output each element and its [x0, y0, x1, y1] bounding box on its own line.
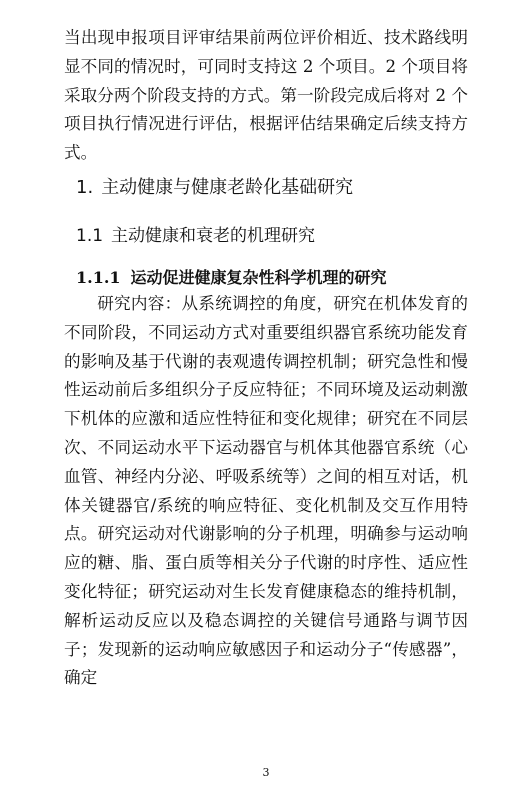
subsection-heading — [76, 223, 315, 249]
section-title: 主动健康与健康老龄化基础研究 — [101, 177, 354, 198]
body-paragraph-intro: 当出现申报项目评审结果前两位评价相近、技术路线明显不同的情况时，可同时支持这 2 个项目。2 个项目将采取分两个阶段支持的方式。第一阶段完成后将对 2 个项目执行情况进行评估，根据评估结果确定后续支持方式。 — [64, 28, 468, 163]
section-number: 1. — [76, 177, 94, 198]
page-number: 3 — [262, 766, 270, 779]
subsection-number: 1.1 — [76, 226, 104, 246]
subsubsection-number: 1.1.1 — [76, 268, 121, 287]
subsubsection-heading — [76, 266, 387, 290]
section-heading — [76, 175, 353, 201]
subsubsection-title: 运动促进健康复杂性科学机理的研究 — [130, 268, 387, 287]
subsection-title: 主动健康和衰老的机理研究 — [111, 226, 316, 246]
body-paragraph-research-content: 研究内容：从系统调控的角度，研究在机体发育的不同阶段，不同运动方式对重要组织器官系统功能发育的影响及基于代谢的表观遗传调控机制；研究急性和慢性运动前后多组织分子反应特征；不同环境及运动刺激下机体的应激和适应性特征和变化规律；研究在不同层次、不同运动水平下运动器官与机体其他器官系统（心血管、神经内分泌、呼吸系统等）之间的相互对话，机体关键器官/系统的响应特征、变化机制及交互作用特点。研究运动对代谢影响的分子机理，明确参与运动响应的糖、脂、蛋白质等相关分子代谢的时序性、适应性变化特征；研究运动对生长发育健康稳态的维持机制，解析运动反应以及稳态调控的关键信号通路与调节因子；发现新的运动响应敏感因子和运动分子“传感器”，确定 — [64, 294, 468, 688]
